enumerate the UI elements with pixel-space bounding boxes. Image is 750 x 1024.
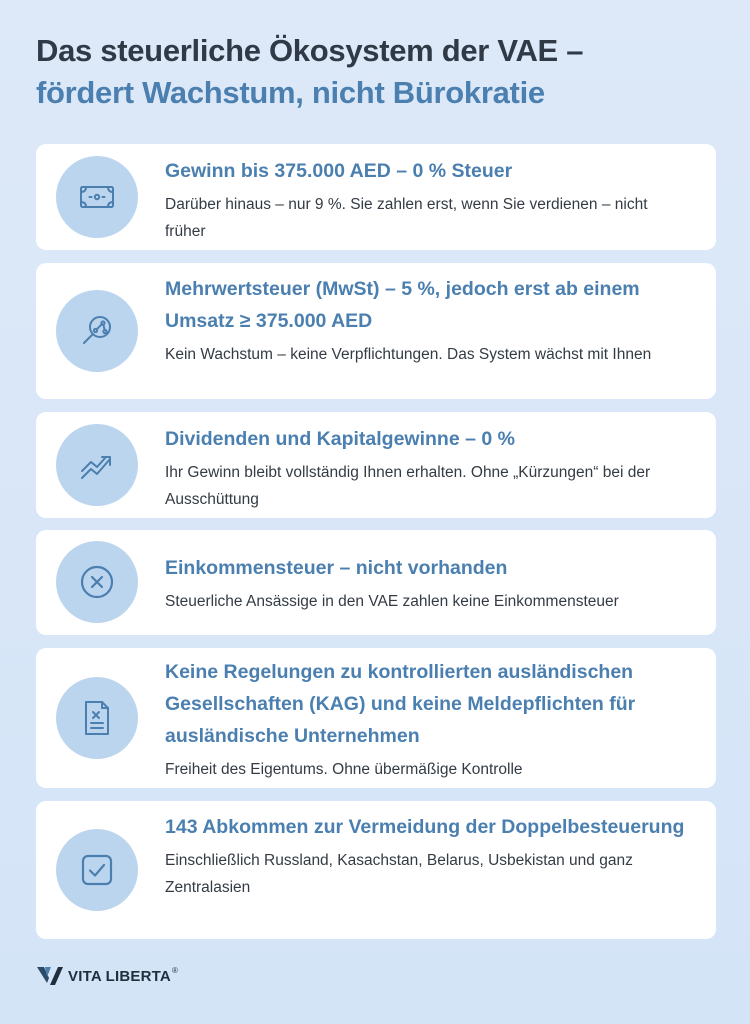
growth-chart-icon <box>77 445 117 485</box>
info-card-income-tax <box>36 530 716 635</box>
info-card-cfc-rules <box>36 648 716 788</box>
card-description: Freiheit des Eigentums. Ohne übermäßige Kontrolle <box>165 761 523 778</box>
info-card-profit-tax <box>36 144 716 250</box>
card-title: Gewinn bis 375.000 AED – 0 % Steuer <box>165 160 513 182</box>
card-title: 143 Abkommen zur Vermeidung der Doppelbesteuerung <box>165 816 685 838</box>
card-title: Keine Regelungen zu kontrollierten ausländischen Gesellschaften (KAG) und keine Meldepflichten für ausländische Unternehmen <box>165 661 636 747</box>
info-card-vat <box>36 263 716 399</box>
vita-liberta-logo-icon <box>37 966 63 986</box>
card-description: Kein Wachstum – keine Verpflichtungen. Das System wächst mit Ihnen <box>165 346 652 363</box>
icon-badge <box>56 829 138 911</box>
x-circle-icon <box>77 562 117 602</box>
card-description: Einschließlich Russland, Kasachstan, Belarus, Usbekistan und ganz Zentralasien <box>165 852 633 896</box>
page-title-line-1: Das steuerliche Ökosystem der VAE – <box>36 33 584 68</box>
page-title-line-2: fördert Wachstum, nicht Bürokratie <box>36 75 545 110</box>
card-title: Einkommensteuer – nicht vorhanden <box>165 557 508 579</box>
brand-logo <box>37 965 178 987</box>
icon-badge <box>56 290 138 372</box>
card-description: Steuerliche Ansässige in den VAE zahlen keine Einkommensteuer <box>165 593 619 610</box>
brand-name: VITA LIBERTA <box>68 967 171 985</box>
icon-badge <box>56 677 138 759</box>
card-description: Darüber hinaus – nur 9 %. Sie zahlen erst, wenn Sie verdienen – nicht früher <box>165 196 648 240</box>
info-card-tax-treaties <box>36 801 716 939</box>
checkbox-icon <box>77 850 117 890</box>
card-description: Ihr Gewinn bleibt vollständig Ihnen erhalten. Ohne „Kürzungen“ bei der Ausschüttung <box>165 464 651 508</box>
registered-mark: ® <box>171 965 178 975</box>
icon-badge <box>56 424 138 506</box>
page-title <box>36 30 716 114</box>
card-title: Dividenden und Kapitalgewinne – 0 % <box>165 428 515 450</box>
icon-badge <box>56 156 138 238</box>
icon-badge <box>56 541 138 623</box>
banknote-icon <box>77 177 117 217</box>
magnifier-network-icon <box>77 311 117 351</box>
info-card-dividends <box>36 412 716 518</box>
card-title: Mehrwertsteuer (MwSt) – 5 %, jedoch erst ab einem Umsatz ≥ 375.000 AED <box>165 278 640 332</box>
document-x-icon <box>77 698 117 738</box>
